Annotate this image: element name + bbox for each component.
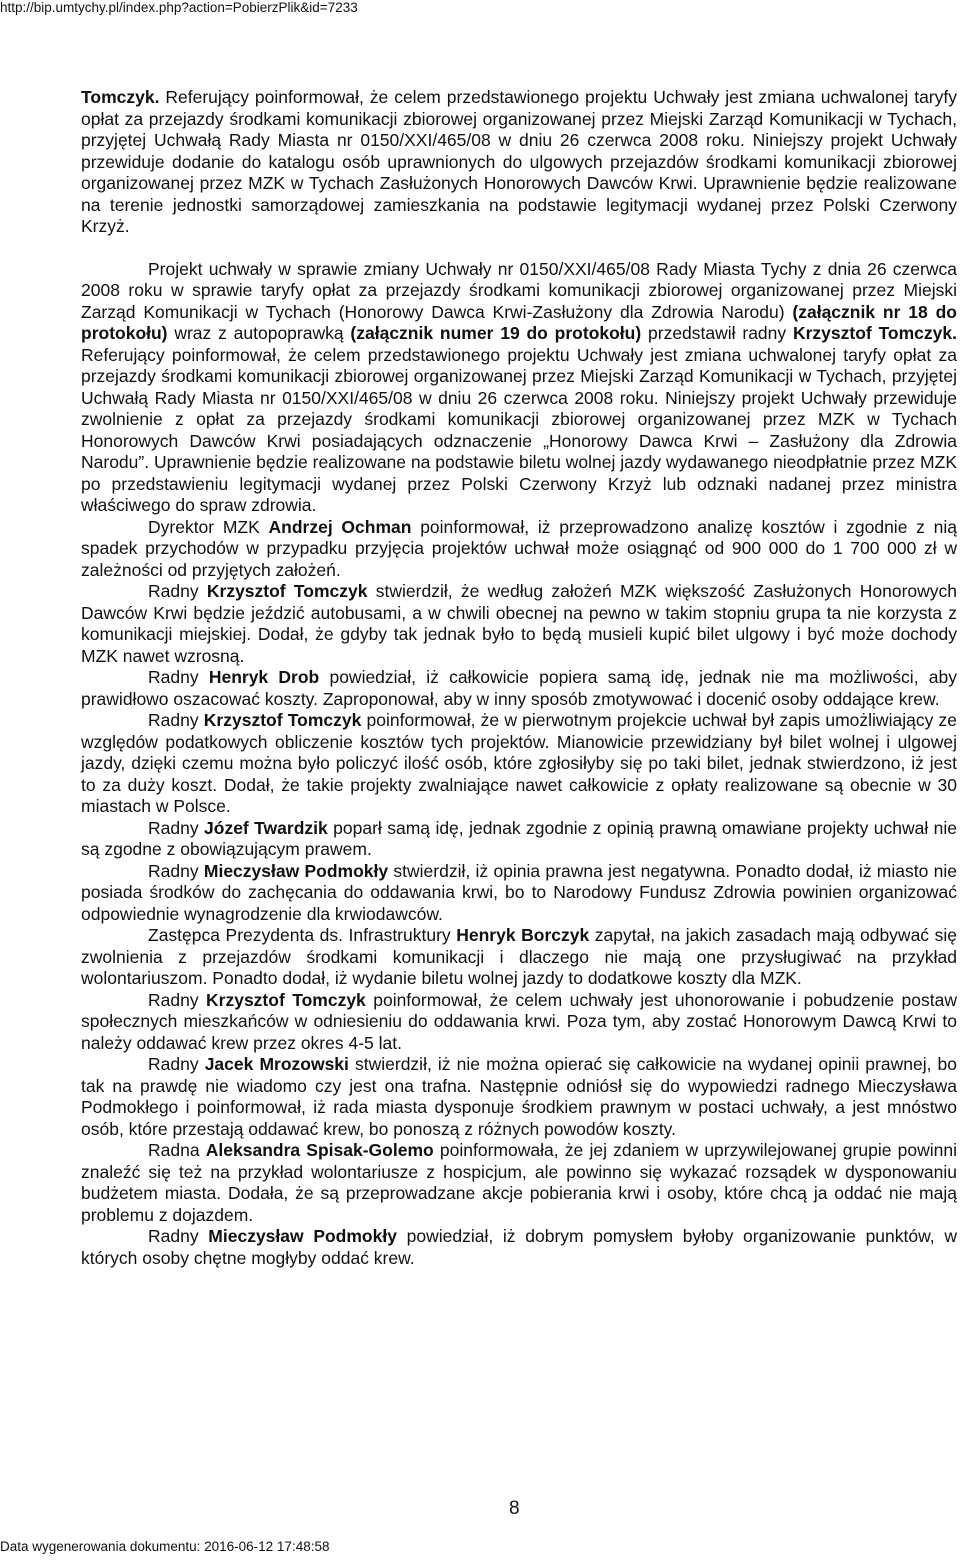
paragraph	[81, 861, 957, 926]
bold-text-run: Józef Twardzik	[204, 817, 328, 838]
text-run: Radny	[148, 667, 209, 687]
text-run: stwierdził, iż nie można opierać się całkowicie na wydanej opinii prawnej, bo tak na prawdę nie wiadomo czy jest ona trafna. Następnie odniósł się do wypowiedzi radnego Mieczysława Podmokłego i poinformował, iż rada miasta dysponuje środkiem prawnym w postaci uchwały, a jest mnóstwo osób, które przestają oddawać krew, bo ponoszą z różnych powodów koszty.	[81, 1054, 958, 1139]
paragraph	[81, 1226, 957, 1269]
text-run: powiedział, iż całkowicie popiera samą idę, jednak nie ma możliwości, aby prawidłowo oszacować koszty. Zaproponował, aby w inny sposób zmotywować i docenić osoby oddające krew.	[81, 667, 958, 709]
paragraph	[81, 1054, 957, 1140]
bold-text-run: Aleksandra Spisak-Golemo	[205, 1140, 434, 1160]
text-run: powiedział, iż dobrym pomysłem byłoby organizowanie punktów, w których osoby chętne mogłyby oddać krew.	[81, 1226, 957, 1268]
source-url: http://bip.umtychy.pl/index.php?action=PobierzPlik&id=7233	[0, 0, 358, 15]
text-run: Radna	[148, 1140, 206, 1160]
generation-date-footer: Data wygenerowania dokumentu: 2016-06-12 17:48:58	[0, 1539, 330, 1554]
text-run: wraz z autopoprawką	[167, 323, 351, 343]
text-run: Radny	[148, 1226, 209, 1246]
text-run: poinformowała, że jej zdaniem w uprzywilejowanej grupie powinni znaleźć się też na przykład wolontariusze z hospicjum, ale powinno się wykazać rozsądek w dysponowaniu budżetem miasta. Dodała, że są przeprowadzane akcje pobierania krwi i osoby, które chcą ja oddać nie mają problemu z dojazdem.	[81, 1140, 957, 1225]
text-run: stwierdził, że według założeń MZK większość Zasłużonych Honorowych Dawców Krwi będzie jeździć autobusami, a w chwili obecnej na pewno w takim stopniu grupa ta nie korzysta z komunikacji miejskiej. Dodał, że gdyby tak jednak było to będą musieli kupić bilet ulgowy i być może dochody MZK nawet wzrosną.	[81, 581, 958, 666]
text-run: zapytał, na jakich zasadach mają odbywać się zwolnienia z przejazdów środkami komunikacji i dlaczego nie mają one przysługiwać na przykład wolontariuszom. Ponadto dodał, iż wydanie biletu wolnej jazdy to dodatkowe koszty dla MZK.	[81, 925, 957, 988]
paragraph	[81, 818, 957, 861]
bold-text-run: (załącznik nr 18 do protokołu)	[81, 301, 957, 343]
bold-text-run: Krzysztof Tomczyk	[203, 710, 362, 730]
bold-text-run: Jacek Mrozowski	[204, 1054, 349, 1074]
text-run: stwierdził, iż opinia prawna jest negatywna. Ponadto dodał, iż miasto nie posiada środków do zachęcania do oddawania krwi, bo to Narodowy Fundusz Zdrowia powinien organizować odpowiednie wynagrodzenie dla krwiodawców.	[81, 860, 957, 924]
text-run: poinformował, że celem uchwały jest uhonorowanie i pobudzenie postaw społecznych mieszkańców w odniesieniu do oddawania krwi. Poza tym, aby zostać Honorowym Dawcą Krwi to należy oddawać krew przez okres 4-5 lat.	[81, 989, 957, 1053]
bold-text-run: (załącznik numer 19 do protokołu)	[350, 323, 642, 343]
paragraph	[81, 710, 957, 818]
bold-text-run: Andrzej Ochman	[268, 516, 412, 537]
text-run: Radny	[148, 860, 204, 881]
bold-text-run: Tomczyk.	[81, 87, 160, 107]
text-run: Zastępca Prezydenta ds. Infrastruktury	[148, 925, 457, 945]
text-run: Projekt uchwały w sprawie zmiany Uchwały nr 0150/XXI/465/08 Rady Miasta Tychy z dnia 26 czerwca 2008 roku w sprawie taryfy opłat za przejazdy środkami komunikacji zbiorowej organizowanej przez Miejski Zarząd Komunikacji w Tychach (Honorowy Dawca Krwi-Zasłużony dla Zdrowia Narodu)	[81, 258, 957, 322]
paragraph	[81, 925, 957, 990]
bold-text-run: Krzysztof Tomczyk	[206, 989, 366, 1010]
text-run: Dyrektor MZK	[148, 516, 269, 537]
bold-text-run: Henryk Borczyk	[456, 925, 590, 945]
paragraph	[81, 259, 957, 517]
text-run: poinformował, że w pierwotnym projekcie uchwał był zapis umożliwiający ze względów podatkowych obliczenie kosztów tych projektów. Mianowicie przewidziany był bilet wolnej i ulgowej jazdy, dzięki czemu można było policzyć ilość osób, które zgłosiłyby się po taki bilet, jednak stwierdzono, iż jest to za duży koszt. Dodał, że takie projekty zwalniające nawet całkowicie z opłaty realizowane są obecnie w 30 miastach w Polsce.	[81, 710, 957, 816]
text-run: poinformował, iż przeprowadzono analizę kosztów i zgodnie z nią spadek przychodów w przypadku przyjęcia projektów uchwał może osiągnąć od 900 000 do 1 700 000 zł w zależności od przyjętych założeń.	[81, 516, 957, 580]
bold-text-run: Henryk Drob	[208, 667, 320, 687]
text-run: Radny	[148, 581, 207, 601]
bold-text-run: Krzysztof Tomczyk	[206, 581, 368, 601]
text-run: poparł samą idę, jednak zgodnie z opinią prawną omawiane projekty uchwał nie są zgodne z obowiązującym prawem.	[81, 817, 957, 859]
bold-text-run: Krzysztof Tomczyk.	[792, 323, 957, 343]
paragraph	[81, 667, 957, 710]
paragraph	[81, 990, 957, 1055]
paragraph	[81, 87, 957, 238]
text-run: Referujący poinformował, że celem przedstawionego projektu Uchwały jest zmiana uchwalonej taryfy opłat za przejazdy środkami komunikacji zbiorowej organizowanej przez Miejski Zarząd Komunikacji w Tychach, przyjętej Uchwałą Rady Miasta nr 0150/XXI/465/08 w dniu 26 czerwca 2008 roku. Niniejszy projekt Uchwały przewiduje zwolnienie z opłat za przejazdy środkami komunikacji zbiorowej organizowanej przez MZK w Tychach Honorowych Dawców Krwi posiadających odznaczenie „Honorowy Dawca Krwi – Zasłużony dla Zdrowia Narodu”. Uprawnienie będzie realizowane na podstawie biletu wolnej jazdy wydawanego nieodpłatnie przez MZK po przedstawieniu legitymacji wydanej przez Polski Czerwony Krzyż lub odznaki nadanej przez ministra właściwego do spraw zdrowia.	[81, 344, 957, 515]
text-run: Radny	[148, 817, 205, 838]
text-run: Radny	[148, 1054, 205, 1074]
text-run: Referujący poinformował, że celem przedstawionego projektu Uchwały jest zmiana uchwalonej taryfy opłat za przejazdy środkami komunikacji zbiorowej organizowanej przez Miejski Zarząd Komunikacji w Tychach, przyjętej Uchwałą Rady Miasta nr 0150/XXI/465/08 w dniu 26 czerwca 2008 roku. Niniejszy projekt Uchwały przewiduje dodanie do katalogu osób uprawnionych do ulgowych przejazdów środkami komunikacji zbiorowej organizowanej przez MZK w Tychach Zasłużonych Honorowych Dawców Krwi. Uprawnienie będzie realizowane na terenie jednostki samorządowej zamieszkania na podstawie legitymacji wydanej przez Polski Czerwony Krzyż.	[81, 87, 957, 236]
page-number: 8	[509, 1498, 520, 1519]
text-run: Radny	[148, 989, 207, 1010]
paragraph	[81, 1140, 957, 1226]
text-run: Radny	[148, 710, 204, 730]
bold-text-run: Mieczysław Podmokły	[208, 1226, 397, 1246]
paragraph	[81, 581, 957, 667]
text-run: przedstawił radny	[641, 323, 793, 343]
bold-text-run: Mieczysław Podmokły	[203, 860, 389, 881]
paragraph	[81, 517, 957, 582]
document-body	[81, 87, 957, 1269]
